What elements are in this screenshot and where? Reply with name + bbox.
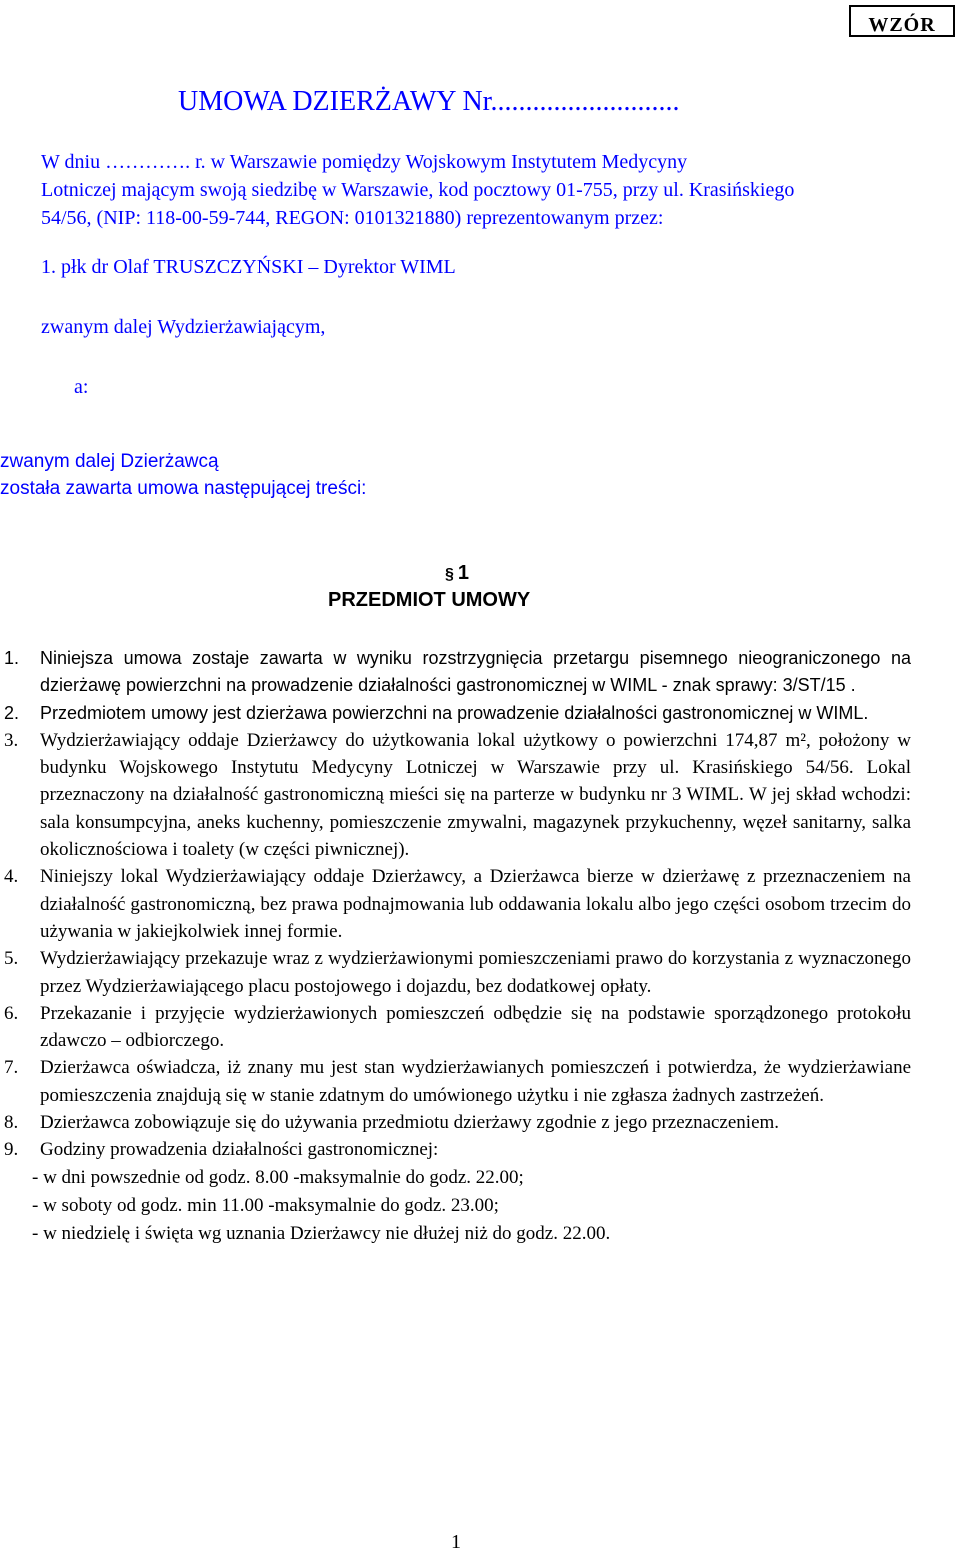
clause-number: 2. bbox=[4, 702, 20, 723]
clause-9 bbox=[0, 1136, 911, 1247]
clause-2 bbox=[0, 700, 911, 727]
intro-line-1 bbox=[41, 148, 911, 176]
intro-line-3: 54/56, (NIP: 118-00-59-744, REGON: 0101321880) reprezentowanym przez: bbox=[41, 207, 664, 229]
section-number bbox=[445, 562, 469, 585]
clause-number: 3. bbox=[4, 729, 19, 751]
page-number: 1 bbox=[451, 1531, 461, 1553]
date-placeholder: …………. bbox=[105, 151, 196, 173]
section-symbol: § bbox=[445, 566, 454, 583]
opening-hours-list bbox=[32, 1164, 903, 1248]
intro-paragraph bbox=[41, 148, 911, 232]
hours-weekdays: - w dni powszednie od godz. 8.00 -maksymalnie do godz. 22.00; bbox=[32, 1166, 524, 1188]
clause-3 bbox=[0, 727, 911, 863]
lessor-label: zwanym dalej Wydzierżawiającym, bbox=[41, 316, 326, 338]
lessee-intro: a: bbox=[74, 376, 89, 398]
lessor-representative: 1. płk dr Olaf TRUSZCZYŃSKI – Dyrektor WIML bbox=[41, 256, 456, 278]
hours-sundays-holidays: - w niedzielę i święta wg uznania Dzierżawcy nie dłużej niż do godz. 22.00. bbox=[32, 1222, 611, 1244]
clause-8 bbox=[0, 1109, 911, 1136]
clause-text: Dzierżawca oświadcza, iż znany mu jest stan wydzierżawianych pomieszczeń i potwierdza, że wydzierżawiane pomieszczenia znajdują się w stanie zdatnym do umówionego użytku i nie zgłasza żadnych zastrzeżeń. bbox=[40, 1057, 911, 1106]
clause-text: Przedmiotem umowy jest dzierżawa powierzchni na prowadzenie działalności gastronomicznej w WIML. bbox=[40, 702, 869, 723]
clause-text: Godziny prowadzenia działalności gastronomicznej: bbox=[40, 1139, 439, 1161]
clause-text: Dzierżawca zobowiązuje się do używania przedmiotu dzierżawy zgodnie z jego przeznaczeniem. bbox=[40, 1112, 780, 1134]
clause-number: 9. bbox=[4, 1139, 19, 1161]
clause-4 bbox=[0, 863, 911, 945]
clause-text: Wydzierżawiający przekazuje wraz z wydzierżawionymi pomieszczeniami prawo do korzystania z wyznaczonego przez Wydzierżawiającego placu postojowego i dojazdu, bez dodatkowej opłaty. bbox=[40, 948, 911, 997]
hours-saturdays: - w soboty od godz. min 11.00 -maksymalnie do godz. 23.00; bbox=[32, 1194, 499, 1216]
section-title: PRZEDMIOT UMOWY bbox=[328, 589, 531, 611]
clause-number: 4. bbox=[4, 866, 19, 888]
clause-1 bbox=[0, 645, 911, 700]
template-stamp: WZÓR bbox=[849, 5, 955, 37]
clause-text: Niniejszy lokal Wydzierżawiający oddaje Dzierżawcy, a Dzierżawca bierze w dzierżawę z przeznaczeniem na działalność gastronomiczną, bez prawa podnajmowania lub oddawania lokalu albo jego części osobom trzecim do używania w jakiejkolwiek innej formie. bbox=[40, 866, 911, 942]
clause-text: Przekazanie i przyjęcie wydzierżawionych pomieszczeń odbędzie się na podstawie sporządzonego protokołu zdawczo – odbiorczego. bbox=[40, 1002, 911, 1052]
clause-text: Wydzierżawiający oddaje Dzierżawcy do użytkowania lokal użytkowy o powierzchni 174,87 m², położony w budynku Wojskowego Instytutu Medycyny Lotniczej w Warszawie przy ul. Krasińskiego 54/56. Lokal przeznaczony na działalność gastronomiczną mieści się na parterze w budynku nr 3 WIML. W jej skład wchodzi: sala konsumpcyjna, aneks kuchenny, pomieszczenie zmywalni, magazynek przykuchenny, węzeł sanitarny, salka okolicznościowa i toalety (w części piwnicznej). bbox=[40, 729, 911, 861]
intro-line-2: Lotniczej mającym swoją siedzibę w Warszawie, kod pocztowy 01-755, przy ul. Krasińskiego bbox=[41, 179, 795, 201]
clause-number: 5. bbox=[4, 948, 19, 970]
clause-number: 7. bbox=[4, 1057, 19, 1079]
intro-line-1-start: W dniu bbox=[41, 151, 106, 173]
clause-number: 1. bbox=[4, 648, 20, 668]
clause-number: 6. bbox=[4, 1002, 19, 1024]
clause-text: Niniejsza umowa zostaje zawarta w wyniku rozstrzygnięcia przetargu pisemnego nieograniczonego na dzierżawę powierzchni na prowadzenie działalności gastronomicznej w WIML - znak sprawy: 3/ST/15 . bbox=[40, 648, 911, 696]
section-number-value: 1 bbox=[457, 562, 470, 584]
intro-line-1-rest: r. w Warszawie pomiędzy Wojskowym Instytutem Medycyny bbox=[195, 151, 688, 173]
clause-list bbox=[0, 645, 911, 1248]
clause-5 bbox=[0, 945, 911, 1000]
contract-intro-statement: została zawarta umowa następującej treści: bbox=[0, 478, 367, 499]
clause-number: 8. bbox=[4, 1112, 19, 1134]
document-title: UMOWA DZIERŻAWY Nr........................... bbox=[178, 86, 680, 117]
clause-6 bbox=[0, 1000, 911, 1055]
lessee-label: zwanym dalej Dzierżawcą bbox=[0, 451, 219, 472]
clause-7 bbox=[0, 1054, 911, 1109]
